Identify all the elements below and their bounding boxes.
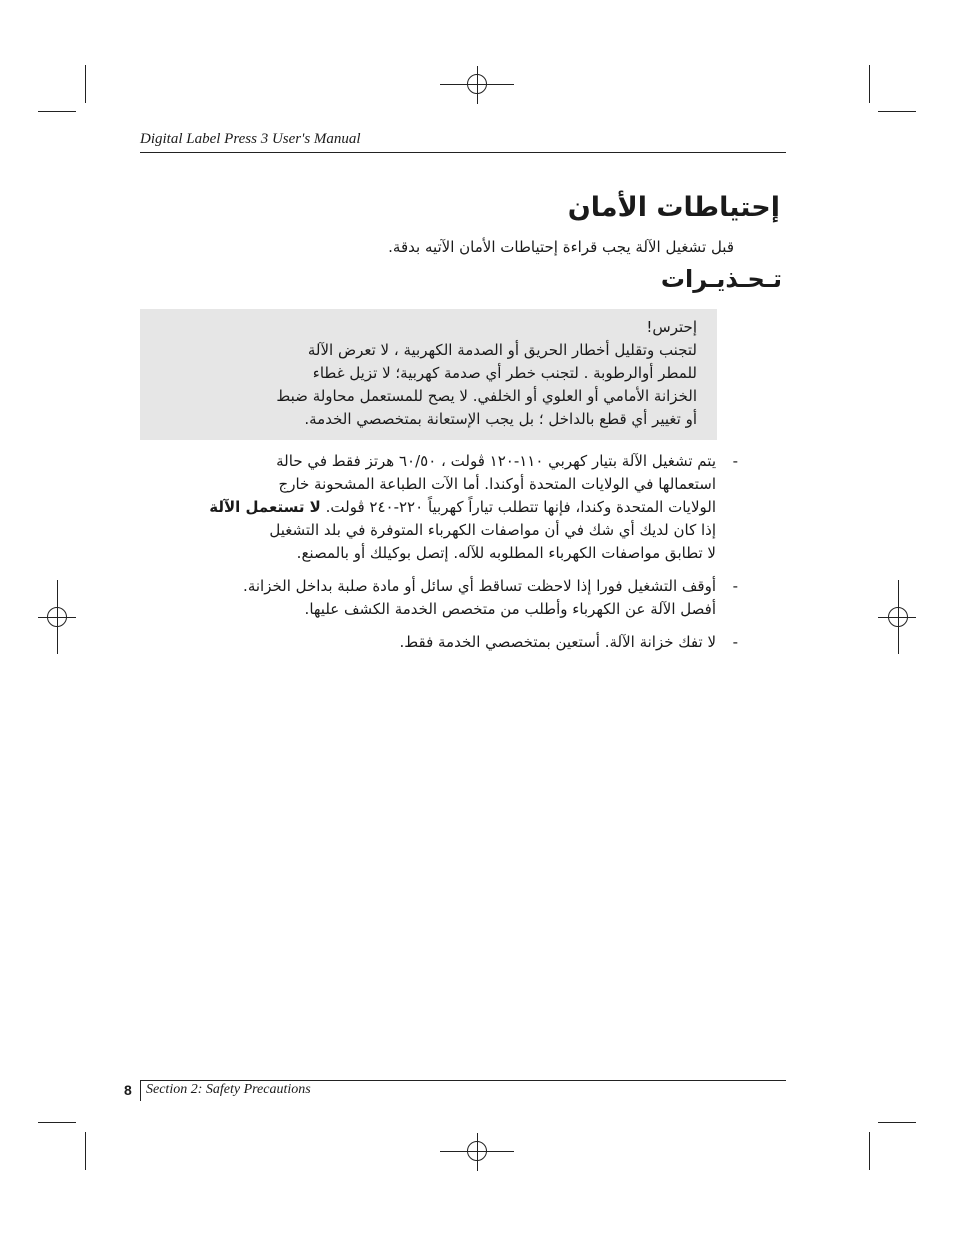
crop-mark-bottom-right-h: [878, 1122, 916, 1123]
list-item-line: إذا كان لديك أي شك في أن مواصفات الكهرباء المتوفرة في بلد التشغيل: [269, 521, 716, 539]
list-item: [136, 450, 740, 565]
list-item-line-group: [136, 496, 716, 519]
warning-list: [136, 450, 740, 664]
page-title: إحتياطات الأمان: [567, 192, 780, 223]
bullet-dash: -: [732, 577, 738, 595]
bullet-dash: -: [732, 633, 738, 651]
page-footer: [124, 1080, 786, 1101]
caution-label: إحترس!: [646, 318, 697, 336]
running-header: [140, 130, 786, 153]
crop-mark-bottom-left-h: [38, 1122, 76, 1123]
crop-mark-bottom-left-v: [85, 1132, 86, 1170]
crop-mark-top-left-h: [38, 111, 76, 112]
manual-title: Digital Label Press 3 User's Manual: [140, 131, 361, 147]
warnings-heading: تـحـذيـرات: [660, 265, 782, 293]
footer-divider: [140, 1081, 141, 1101]
list-item: [136, 631, 740, 654]
intro-text: قبل تشغيل الآلة يجب قراءة إحتياطات الأمان الآتيه بدقة.: [388, 238, 734, 256]
list-item-line: يتم تشغيل الآلة بتيار كهربي ١١٠-١٢٠ ڤولت ، ٦٠/٥٠ هرتز فقط في حالة: [276, 452, 716, 470]
list-item-line: الولايات المتحدة وكندا، فإنها تتطلب تياراً كهربياً ٢٢٠-٢٤٠ ڤولت.: [325, 498, 716, 516]
caution-box: [140, 309, 717, 440]
do-not-use-emphasis: لا تستعمل الآلة: [209, 498, 321, 516]
list-item-line: أفصل الآلة عن الكهرباء وأطلب من متخصص الخدمة الكشف عليها.: [304, 600, 716, 618]
list-item-line: لا تطابق مواصفات الكهرباء المطلوبه للآله. إتصل بوكيلك أو بالمصنع.: [296, 544, 716, 562]
list-item: [136, 575, 740, 621]
list-item-line: أوقف التشغيل فورا إذا لاحظت تساقط أي سائل أو مادة صلبة بداخل الخزانة.: [243, 577, 716, 595]
list-item-line: لا تفك خزانة الآلة. أستعين بمتخصصي الخدمة فقط.: [399, 633, 716, 651]
crop-mark-top-right-v: [869, 65, 870, 103]
section-label: Section 2: Safety Precautions: [146, 1082, 311, 1097]
bullet-dash: -: [732, 452, 738, 470]
caution-line: للمطر أوالرطوبة . لتجنب خطر أي صدمة كهربية؛ لا تزيل غطاء: [312, 364, 697, 382]
caution-line: أو تغيير أي قطع بالداخل ؛ بل يجب الإستعانة بمتخصصي الخدمة.: [304, 410, 697, 428]
crop-mark-bottom-right-v: [869, 1132, 870, 1170]
page-number: 8: [124, 1082, 132, 1098]
list-item-line: استعمالها في الولايات المتحدة أوكندا. أما الآت الطباعة المشحونة خارج: [278, 475, 716, 493]
crop-mark-top-right-h: [878, 111, 916, 112]
caution-line: الخزانة الأمامي أو العلوي أو الخلفي. لا يصح للمستعمل محاولة ضبط: [276, 387, 697, 405]
crop-mark-top-left-v: [85, 65, 86, 103]
caution-line: لتجنب وتقليل أخطار الحريق أو الصدمة الكهربية ، لا تعرض الآلة: [307, 341, 697, 359]
